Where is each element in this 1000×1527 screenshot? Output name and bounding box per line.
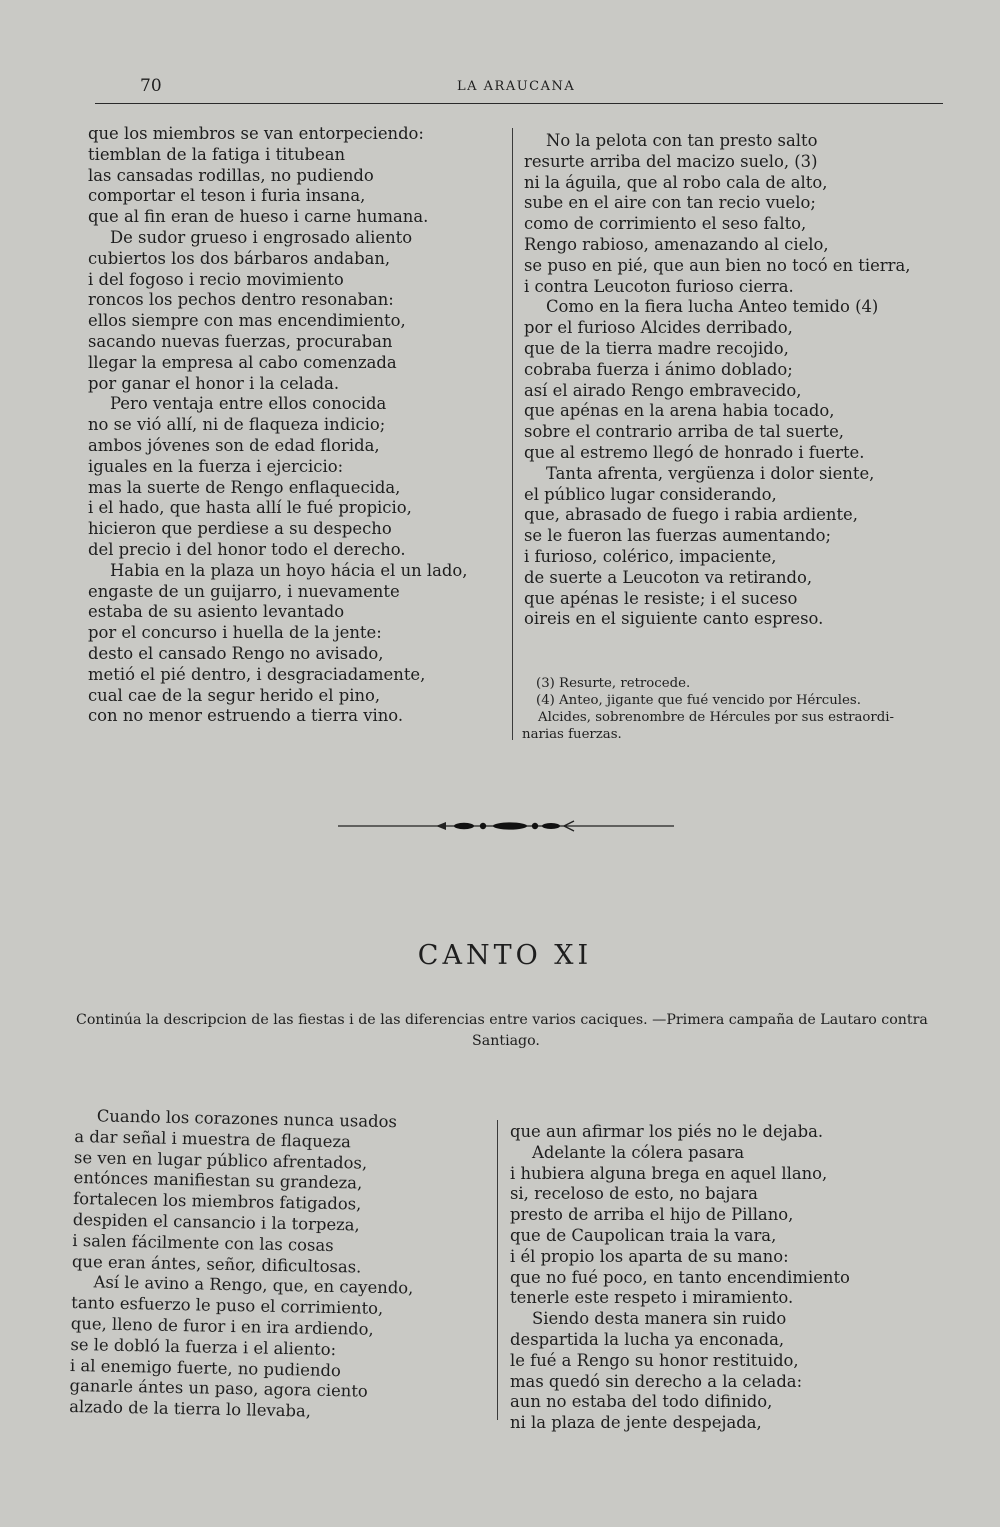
verse-line: que eran ántes, señor, dificultosas.: [71, 1251, 362, 1277]
column-divider-bottom: [497, 1120, 498, 1420]
summary-line-1: Continúa la descripcion de las fiestas i de las diferencias entre varios caciques. —Primera campaña de Lautaro contra: [76, 1012, 928, 1028]
verse-line: cual cae de la segur herido el pino,: [88, 685, 381, 705]
verse-line: que no fué poco, en tanto encendimiento: [510, 1267, 850, 1287]
verse-line: las cansadas rodillas, no pudiendo: [88, 165, 374, 185]
verse-line: Siendo desta manera sin ruido: [532, 1309, 787, 1329]
header-rule: [95, 103, 943, 104]
verse-line: Pero ventaja entre ellos conocida: [110, 394, 387, 414]
verse-line: que al fin eran de hueso i carne humana.: [88, 207, 429, 227]
verse-line: el público lugar considerando,: [524, 484, 777, 504]
verse-line: resurte arriba del macizo suelo, (3): [524, 151, 818, 171]
verse-line: i contra Leucoton furioso cierra.: [524, 276, 794, 296]
canto-summary: [76, 1010, 936, 1052]
verse-line: no se vió allí, ni de flaqueza indicio;: [88, 415, 386, 435]
verse-line: fortalecen los miembros fatigados,: [73, 1189, 362, 1214]
verse-line: Cuando los corazones nunca usados: [96, 1106, 398, 1132]
verse-line: tiemblan de la fatiga i titubean: [88, 144, 346, 164]
page-header: [95, 76, 940, 100]
running-title: LA ARAUCANA: [457, 79, 576, 94]
verse-line: i el hado, que hasta allí le fué propicio,: [88, 498, 412, 518]
verse-line: ni la plaza de jente despejada,: [510, 1413, 762, 1433]
verse-line: que apénas en la arena habia tocado,: [524, 401, 835, 421]
verse-line: como de corrimiento el seso falto,: [524, 214, 807, 234]
verse-line: comportar el teson i furia insana,: [88, 186, 366, 206]
verse-line: mas la suerte de Rengo enflaquecida,: [88, 477, 401, 497]
canto-title: CANTO XI: [417, 940, 593, 971]
verse-line: por ganar el honor i la celada.: [88, 373, 340, 393]
page-number: 70: [140, 76, 162, 96]
verse-line: cobraba fuerza i ánimo doblado;: [524, 359, 793, 379]
verse-line: entónces manifiestan su grandeza,: [73, 1168, 363, 1193]
verse-line: despartida la lucha ya enconada,: [510, 1329, 785, 1349]
verse-line: i hubiera alguna brega en aquel llano,: [510, 1163, 828, 1183]
verse-line: tanto esfuerzo le puso el corrimiento,: [71, 1293, 384, 1319]
verse-line: si, receloso de esto, no bajara: [510, 1184, 758, 1204]
top-left-column: [88, 124, 467, 727]
verse-line: i furioso, colérico, impaciente,: [524, 546, 777, 566]
verse-line: que de la tierra madre recojido,: [524, 338, 789, 358]
verse-line: alzado de la tierra lo llevaba,: [69, 1397, 312, 1421]
footnotes: [522, 675, 895, 743]
verse-line: iguales en la fuerza i ejercicio:: [88, 456, 344, 476]
verse-line: sacando nuevas fuerzas, procuraban: [88, 331, 393, 351]
verse-line: se puso en pié, que aun bien no tocó en tierra,: [524, 255, 911, 275]
verse-line: tenerle este respeto i miramiento.: [510, 1288, 794, 1308]
bottom-left-column: [69, 1106, 417, 1424]
verse-line: se le fueron las fuerzas aumentando;: [524, 526, 832, 546]
verse-line: que, lleno de furor i en ira ardiendo,: [70, 1313, 374, 1339]
verse-line: oireis en el siguiente canto espreso.: [524, 609, 824, 629]
verse-line: mas quedó sin derecho a la celada:: [510, 1371, 803, 1391]
verse-line: ni la águila, que al robo cala de alto,: [524, 172, 828, 192]
footnote-line: (3) Resurte, retrocede.: [536, 676, 691, 691]
verse-line: estaba de su asiento levantado: [88, 602, 345, 622]
footnote-line: (4) Anteo, jigante que fué vencido por Hércules.: [536, 693, 861, 708]
verse-line: roncos los pechos dentro resonaban:: [88, 290, 394, 310]
verse-line: llegar la empresa al cabo comenzada: [88, 352, 397, 372]
verse-line: sobre el contrario arriba de tal suerte,: [524, 422, 844, 442]
verse-line: Rengo rabioso, amenazando al cielo,: [524, 234, 829, 254]
top-right-column: [524, 131, 910, 630]
verse-line: i del fogoso i recio movimiento: [88, 269, 344, 289]
verse-line: aun no estaba del todo difinido,: [510, 1392, 773, 1412]
verse-line: por el concurso i huella de la jente:: [88, 623, 382, 643]
verse-line: se ven en lugar público afrentados,: [73, 1147, 368, 1173]
bottom-right-column: [510, 1122, 850, 1434]
verse-line: sube en el aire con tan recio vuelo;: [524, 193, 816, 213]
verse-line: despiden el cansancio i la torpeza,: [72, 1209, 360, 1235]
verse-line: de suerte a Leucoton va retirando,: [524, 567, 813, 587]
verse-line: que apénas le resiste; i el suceso: [524, 588, 798, 608]
verse-line: cubiertos los dos bárbaros andaban,: [88, 248, 391, 268]
verse-line: Habia en la plaza un hoyo hácia el un lado,: [110, 560, 468, 580]
verse-line: presto de arriba el hijo de Pillano,: [510, 1205, 794, 1225]
summary-line-2: Santiago.: [472, 1033, 540, 1049]
verse-line: a dar señal i muestra de flaqueza: [74, 1126, 352, 1152]
verse-line: con no menor estruendo a tierra vino.: [88, 706, 404, 726]
verse-line: ambos jóvenes son de edad florida,: [88, 435, 380, 455]
verse-line: i él propio los aparta de su mano:: [510, 1246, 789, 1266]
verse-line: De sudor grueso i engrosado aliento: [110, 227, 413, 247]
verse-line: que aun afirmar los piés no le dejaba.: [510, 1122, 824, 1141]
verse-line: que de Caupolican traia la vara,: [510, 1225, 777, 1245]
verse-line: del precio i del honor todo el derecho.: [88, 539, 406, 559]
verse-line: engaste de un guijarro, i nuevamente: [88, 581, 400, 601]
verse-line: que los miembros se van entorpeciendo:: [88, 124, 424, 143]
verse-line: que al estremo llegó de honrado i fuerte.: [524, 442, 865, 462]
verse-line: i salen fácilmente con las cosas: [72, 1230, 334, 1255]
verse-line: Como en la fiera lucha Anteo temido (4): [546, 297, 879, 317]
footnote-line: Alcides, sobrenombre de Hércules por sus estraordi-: [538, 710, 895, 725]
verse-line: ellos siempre con mas encendimiento,: [88, 311, 406, 331]
verse-line: Adelante la cólera pasara: [532, 1142, 745, 1162]
verse-line: Así le avino a Rengo, que, en cayendo,: [93, 1272, 414, 1298]
verse-line: le fué a Rengo su honor restituido,: [510, 1350, 799, 1370]
footnote-line: narias fuerzas.: [522, 727, 622, 742]
ornament-divider: [338, 815, 674, 835]
verse-line: así el airado Rengo embravecido,: [524, 380, 802, 400]
verse-line: que, abrasado de fuego i rabia ardiente,: [524, 505, 858, 525]
verse-line: se le dobló la fuerza i el aliento:: [70, 1334, 337, 1359]
verse-line: ganarle ántes un paso, agora ciento: [69, 1376, 368, 1402]
verse-line: por el furioso Alcides derribado,: [524, 318, 793, 338]
verse-line: No la pelota con tan presto salto: [546, 131, 818, 150]
verse-line: desto el cansado Rengo no avisado,: [88, 643, 384, 663]
verse-line: metió el pié dentro, i desgraciadamente,: [88, 664, 426, 684]
verse-line: i al enemigo fuerte, no pudiendo: [69, 1355, 342, 1380]
verse-line: Tanta afrenta, vergüenza i dolor siente,: [546, 463, 875, 483]
column-divider-top: [512, 128, 513, 740]
verse-line: hicieron que perdiese a su despecho: [88, 519, 392, 539]
